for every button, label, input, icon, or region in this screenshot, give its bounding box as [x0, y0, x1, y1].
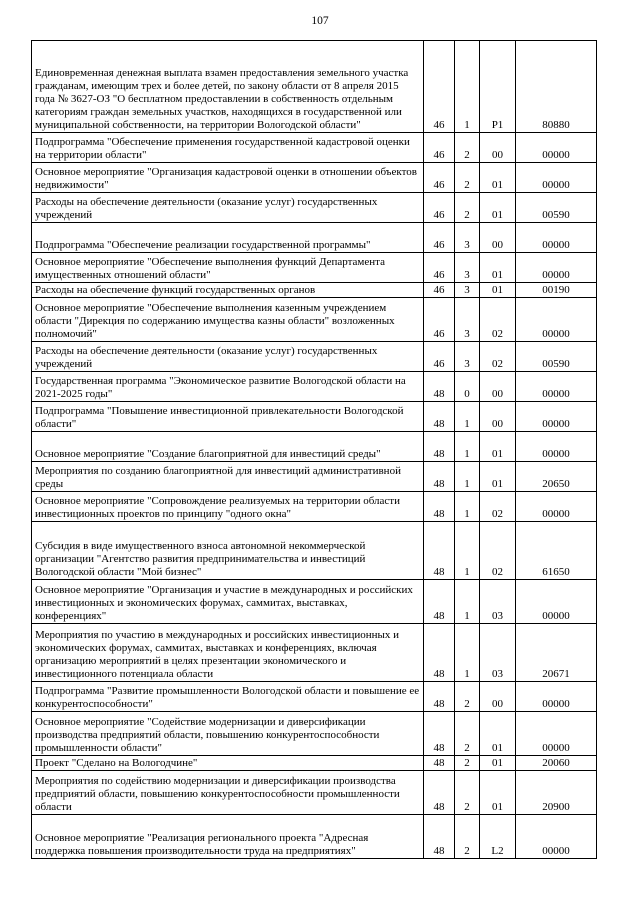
row-name: Подпрограмма "Обеспечение применения государственной кадастровой оценки на территории области": [32, 133, 424, 163]
table-row: [32, 41, 597, 133]
row-code-4: 00190: [516, 283, 597, 298]
row-code-3: 01: [480, 163, 516, 193]
row-code-2: 2: [455, 712, 480, 756]
row-code-2: 1: [455, 522, 480, 580]
row-code-3: 01: [480, 756, 516, 771]
table-row: [32, 163, 597, 193]
row-code-4: 80880: [516, 41, 597, 133]
row-name: Мероприятия по участию в международных и российских инвестиционных и экономических форумах, саммитах, выставках и конференциях, включая организацию мероприятий в целях презентации экономического и инвестиционного потенциала области: [32, 624, 424, 682]
row-code-1: 46: [424, 41, 455, 133]
row-name: Основное мероприятие "Организация и участие в международных и российских инвестиционных и экономических форумах, саммитах, выставках, конференциях": [32, 580, 424, 624]
row-code-3: 00: [480, 133, 516, 163]
row-code-4: 20900: [516, 771, 597, 815]
row-code-2: 1: [455, 624, 480, 682]
row-code-2: 1: [455, 462, 480, 492]
row-code-3: 01: [480, 283, 516, 298]
row-code-3: 01: [480, 462, 516, 492]
row-code-4: 20060: [516, 756, 597, 771]
row-code-1: 48: [424, 756, 455, 771]
row-name: Основное мероприятие "Обеспечение выполнения функций Департамента имущественных отношений области": [32, 253, 424, 283]
row-name: Государственная программа "Экономическое развитие Вологодской области на 2021-2025 годы": [32, 372, 424, 402]
row-name: Субсидия в виде имущественного взноса автономной некоммерческой организации "Агентство развития предпринимательства и инвестиций Вологодской области "Мой бизнес": [32, 522, 424, 580]
row-code-1: 46: [424, 193, 455, 223]
row-code-3: 00: [480, 682, 516, 712]
table-row: [32, 771, 597, 815]
row-code-1: 48: [424, 372, 455, 402]
row-code-4: 00000: [516, 298, 597, 342]
row-code-2: 1: [455, 580, 480, 624]
table-row: [32, 283, 597, 298]
row-code-2: 1: [455, 492, 480, 522]
row-code-2: 0: [455, 372, 480, 402]
table-row: [32, 624, 597, 682]
row-name: Основное мероприятие "Содействие модернизации и диверсификации производства предприятий области, повышению конкурентоспособности промышленности области": [32, 712, 424, 756]
row-code-3: 02: [480, 298, 516, 342]
row-code-4: 00000: [516, 372, 597, 402]
page-number: 107: [311, 15, 329, 27]
row-code-4: 00000: [516, 223, 597, 253]
row-code-3: L2: [480, 815, 516, 859]
table-row: [32, 193, 597, 223]
table-row: [32, 253, 597, 283]
row-code-1: 46: [424, 163, 455, 193]
row-name: Основное мероприятие "Создание благоприятной для инвестиций среды": [32, 432, 424, 462]
row-code-2: 3: [455, 342, 480, 372]
row-name: Основное мероприятие "Организация кадастровой оценки в отношении объектов недвижимости": [32, 163, 424, 193]
row-code-1: 46: [424, 223, 455, 253]
row-code-1: 46: [424, 298, 455, 342]
table-row: [32, 402, 597, 432]
table-row: [32, 432, 597, 462]
row-code-1: 48: [424, 402, 455, 432]
table-row: [32, 223, 597, 253]
table-row: [32, 372, 597, 402]
row-code-3: 00: [480, 402, 516, 432]
row-name: Основное мероприятие "Реализация регионального проекта "Адресная поддержка повышения производительности труда на предприятиях": [32, 815, 424, 859]
row-code-3: 03: [480, 624, 516, 682]
table-row: [32, 815, 597, 859]
row-code-2: 2: [455, 133, 480, 163]
row-code-2: 2: [455, 815, 480, 859]
row-code-3: 01: [480, 712, 516, 756]
row-code-2: 2: [455, 163, 480, 193]
table-row: [32, 462, 597, 492]
row-code-1: 48: [424, 624, 455, 682]
row-code-3: 01: [480, 253, 516, 283]
row-code-4: 00000: [516, 402, 597, 432]
row-name: Расходы на обеспечение деятельности (оказание услуг) государственных учреждений: [32, 342, 424, 372]
row-name: Подпрограмма "Повышение инвестиционной привлекательности Вологодской области": [32, 402, 424, 432]
row-name: Основное мероприятие "Сопровождение реализуемых на территории области инвестиционных проектов по принципу "одного окна": [32, 492, 424, 522]
row-code-2: 2: [455, 193, 480, 223]
row-code-2: 2: [455, 682, 480, 712]
row-code-4: 00000: [516, 133, 597, 163]
row-code-4: 00000: [516, 492, 597, 522]
row-code-3: 03: [480, 580, 516, 624]
row-code-3: 01: [480, 193, 516, 223]
row-name: Проект "Сделано на Вологодчине": [32, 756, 424, 771]
row-code-4: 00000: [516, 815, 597, 859]
row-code-2: 3: [455, 283, 480, 298]
row-code-3: 02: [480, 522, 516, 580]
table-row: [32, 756, 597, 771]
row-name: Расходы на обеспечение деятельности (оказание услуг) государственных учреждений: [32, 193, 424, 223]
row-code-3: P1: [480, 41, 516, 133]
row-code-1: 48: [424, 462, 455, 492]
row-name: Подпрограмма "Развитие промышленности Вологодской области и повышение ее конкурентоспособности": [32, 682, 424, 712]
row-code-2: 2: [455, 771, 480, 815]
row-code-4: 20671: [516, 624, 597, 682]
row-code-1: 48: [424, 682, 455, 712]
row-code-1: 48: [424, 712, 455, 756]
row-code-2: 3: [455, 223, 480, 253]
row-code-1: 46: [424, 133, 455, 163]
row-name: Подпрограмма "Обеспечение реализации государственной программы": [32, 223, 424, 253]
row-code-2: 1: [455, 432, 480, 462]
table-row: [32, 298, 597, 342]
row-code-3: 02: [480, 492, 516, 522]
row-code-1: 48: [424, 815, 455, 859]
row-name: Мероприятия по содействию модернизации и диверсификации производства предприятий области, повышению конкурентоспособности промышленности области: [32, 771, 424, 815]
row-code-4: 00000: [516, 712, 597, 756]
row-code-3: 00: [480, 372, 516, 402]
row-code-4: 20650: [516, 462, 597, 492]
table-row: [32, 682, 597, 712]
row-code-4: 00000: [516, 253, 597, 283]
row-code-2: 3: [455, 298, 480, 342]
row-code-4: 61650: [516, 522, 597, 580]
row-code-1: 46: [424, 342, 455, 372]
row-name: Основное мероприятие "Обеспечение выполнения казенным учреждением области "Дирекция по содержанию имущества казны области" возложенных полномочий": [32, 298, 424, 342]
budget-classification-table: [31, 40, 597, 859]
row-code-1: 48: [424, 432, 455, 462]
row-code-4: 00000: [516, 163, 597, 193]
row-code-1: 48: [424, 492, 455, 522]
table-row: [32, 342, 597, 372]
row-code-4: 00590: [516, 193, 597, 223]
row-name: Расходы на обеспечение функций государственных органов: [32, 283, 424, 298]
row-code-1: 48: [424, 522, 455, 580]
row-name: Единовременная денежная выплата взамен предоставления земельного участка гражданам, имеющим трех и более детей, по закону области от 8 апреля 2015 года № 3627-ОЗ "О бесплатном предоставлении в собственность отдельным категориям граждан земельных участков, находящихся в государственной или муниципальной собственности, на территории Вологодской области": [32, 41, 424, 133]
row-code-1: 48: [424, 580, 455, 624]
table-row: [32, 712, 597, 756]
row-code-1: 46: [424, 283, 455, 298]
table-row: [32, 133, 597, 163]
table-row: [32, 492, 597, 522]
row-code-4: 00000: [516, 432, 597, 462]
table-row: [32, 580, 597, 624]
row-code-2: 2: [455, 756, 480, 771]
row-code-4: 00590: [516, 342, 597, 372]
row-code-2: 3: [455, 253, 480, 283]
row-code-3: 01: [480, 432, 516, 462]
row-code-2: 1: [455, 41, 480, 133]
row-code-2: 1: [455, 402, 480, 432]
row-code-1: 46: [424, 253, 455, 283]
row-code-3: 00: [480, 223, 516, 253]
row-code-1: 48: [424, 771, 455, 815]
row-code-3: 01: [480, 771, 516, 815]
row-code-4: 00000: [516, 682, 597, 712]
row-code-3: 02: [480, 342, 516, 372]
table-row: [32, 522, 597, 580]
row-code-4: 00000: [516, 580, 597, 624]
row-name: Мероприятия по созданию благоприятной для инвестиций административной среды: [32, 462, 424, 492]
